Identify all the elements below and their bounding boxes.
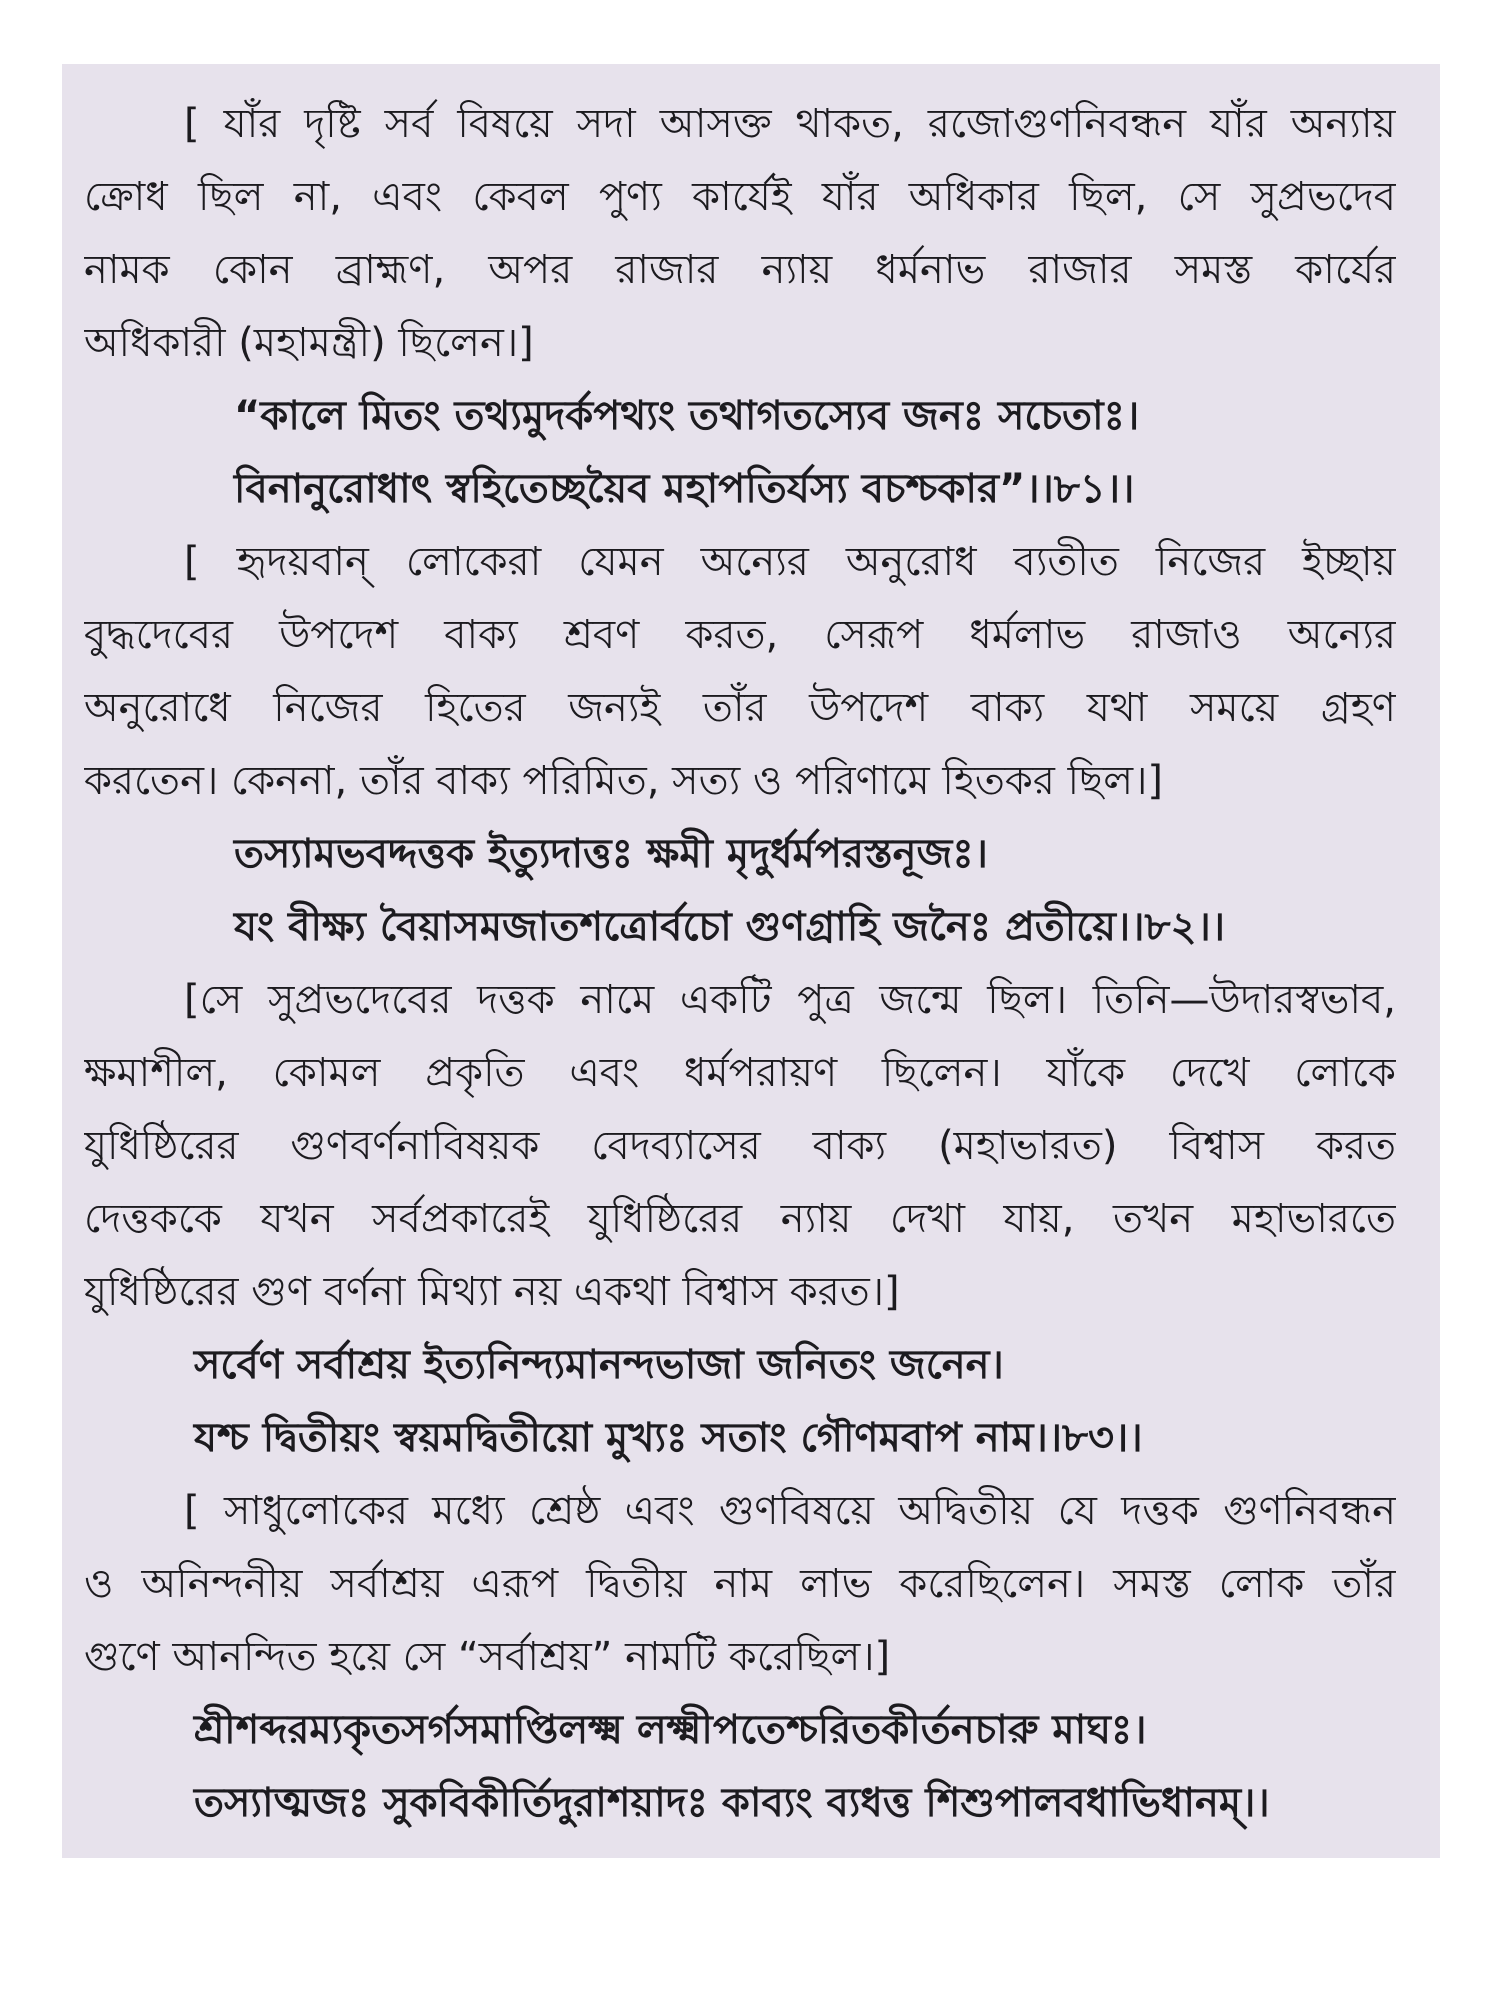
verse-line: শ্রীশব্দরম্যকৃতসর্গসমাপ্তিলক্ষ্ম লক্ষ্মীপতেশ্চরিতকীর্তনচারু মাঘঃ। bbox=[194, 1707, 1147, 1753]
text-line: বুদ্ধদেবের উপদেশ বাক্য শ্রবণ করত, সেরূপ ধর্মলাভ রাজাও অন্যের bbox=[84, 612, 1396, 658]
text-line: যুধিষ্ঠিরের গুণবর্ণনাবিষয়ক বেদব্যাসের বাক্য (মহাভারত) বিশ্বাস করত bbox=[84, 1123, 1396, 1169]
text-line: করতেন। কেননা, তাঁর বাক্য পরিমিত, সত্য ও পরিণামে হিতকর ছিল।] bbox=[84, 758, 1164, 804]
verse-81 bbox=[84, 380, 1396, 526]
text-line: [ যাঁর দৃষ্টি সর্ব বিষয়ে সদা আসক্ত থাকত, রজোগুণনিবন্ধন যাঁর অন্যায় bbox=[184, 101, 1396, 147]
text-line: নামক কোন ব্রাহ্মণ, অপর রাজার ন্যায় ধর্মনাভ রাজার সমস্ত কার্যের bbox=[84, 247, 1396, 293]
verse-84 bbox=[84, 1694, 1396, 1840]
text-line: অনুরোধে নিজের হিতের জন্যই তাঁর উপদেশ বাক্য যথা সময়ে গ্রহণ bbox=[84, 685, 1396, 731]
verse-line: তস্যামভবদ্দত্তক ইত্যুদাত্তঃ ক্ষমী মৃদুর্ধর্মপরস্তনূজঃ। bbox=[234, 831, 988, 877]
verse-line: বিনানুরোধাৎ স্বহিতেচ্ছয়ৈব মহাপতির্যস্য বচশ্চকার”।।৮১।। bbox=[234, 466, 1135, 512]
verse-line: তস্যাত্মজঃ সুকবিকীর্তিদুরাশয়াদঃ কাব্যং ব্যধত্ত শিশুপালবধাভিধানম্।। bbox=[194, 1780, 1270, 1826]
text-line: গুণে আনন্দিত হয়ে সে “সর্বাশ্রয়” নামটি করেছিল।] bbox=[84, 1634, 891, 1680]
text-line: দেত্তককে যখন সর্বপ্রকারেই যুধিষ্ঠিরের ন্যায় দেখা যায়, তখন মহাভারতে bbox=[84, 1196, 1396, 1242]
commentary-paragraph-3 bbox=[84, 964, 1396, 1329]
text-line: অধিকারী (মহামন্ত্রী) ছিলেন।] bbox=[84, 320, 534, 366]
text-line: ক্ষমাশীল, কোমল প্রকৃতি এবং ধর্মপরায়ণ ছিলেন। যাঁকে দেখে লোকে bbox=[84, 1050, 1396, 1096]
commentary-paragraph-4 bbox=[84, 1475, 1396, 1694]
commentary-paragraph-1 bbox=[84, 88, 1396, 380]
text-line: ক্রোধ ছিল না, এবং কেবল পুণ্য কার্যেই যাঁর অধিকার ছিল, সে সুপ্রভদেব bbox=[84, 174, 1396, 220]
verse-82 bbox=[84, 818, 1396, 964]
verse-line: যং বীক্ষ্য বৈয়াসমজাতশত্রোর্বচো গুণগ্রাহি জনৈঃ প্রতীয়ে।।৮২।। bbox=[234, 904, 1226, 950]
book-page bbox=[62, 64, 1440, 1858]
text-line: ও অনিন্দনীয় সর্বাশ্রয় এরূপ দ্বিতীয় নাম লাভ করেছিলেন। সমস্ত লোক তাঁর bbox=[84, 1561, 1396, 1607]
verse-line: “কালে মিতং তথ্যমুদর্কপথ্যং তথাগতস্যেব জনঃ সচেতাঃ। bbox=[234, 393, 1140, 439]
text-line: [সে সুপ্রভদেবের দত্তক নামে একটি পুত্র জন্মে ছিল। তিনি—উদারস্বভাব, bbox=[184, 977, 1396, 1023]
text-line: [ সাধুলোকের মধ্যে শ্রেষ্ঠ এবং গুণবিষয়ে অদ্বিতীয় যে দত্তক গুণনিবন্ধন bbox=[184, 1488, 1396, 1534]
text-line: [ হৃদয়বান্ লোকেরা যেমন অন্যের অনুরোধ ব্যতীত নিজের ইচ্ছায় bbox=[184, 539, 1396, 585]
verse-line: যশ্চ দ্বিতীয়ং স্বয়মদ্বিতীয়ো মুখ্যঃ সতাং গৌণমবাপ নাম।।৮৩।। bbox=[194, 1415, 1143, 1461]
verse-line: সর্বেণ সর্বাশ্রয় ইত্যনিন্দ্যমানন্দভাজা জনিতং জনেন। bbox=[194, 1342, 1004, 1388]
text-line: যুধিষ্ঠিরের গুণ বর্ণনা মিথ্যা নয় একথা বিশ্বাস করত।] bbox=[84, 1269, 900, 1315]
verse-83 bbox=[84, 1329, 1396, 1475]
commentary-paragraph-2 bbox=[84, 526, 1396, 818]
